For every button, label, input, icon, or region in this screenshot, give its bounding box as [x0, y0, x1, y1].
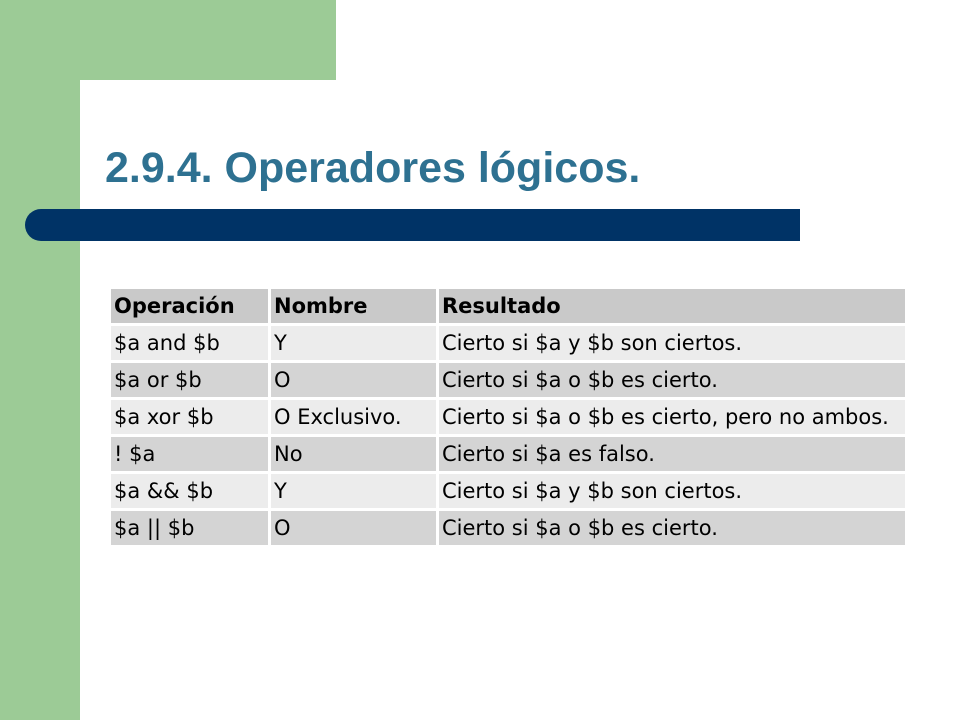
cell-name: O — [271, 511, 436, 545]
table-row — [111, 363, 905, 397]
table-row — [111, 326, 905, 360]
title-underline-bar — [25, 209, 800, 241]
cell-name: O Exclusivo. — [271, 400, 436, 434]
cell-result: Cierto si $a o $b es cierto. — [439, 511, 905, 545]
header-name: Nombre — [271, 289, 436, 323]
cell-name: O — [271, 363, 436, 397]
sidebar-band — [0, 0, 80, 720]
cell-result: Cierto si $a y $b son ciertos. — [439, 474, 905, 508]
cell-operation: $a xor $b — [111, 400, 268, 434]
cell-name: Y — [271, 326, 436, 360]
cell-result: Cierto si $a y $b son ciertos. — [439, 326, 905, 360]
cell-operation: $a or $b — [111, 363, 268, 397]
cell-result: Cierto si $a o $b es cierto. — [439, 363, 905, 397]
cell-result: Cierto si $a o $b es cierto, pero no ambos. — [439, 400, 905, 434]
cell-operation: ! $a — [111, 437, 268, 471]
cell-operation: $a && $b — [111, 474, 268, 508]
table-row — [111, 474, 905, 508]
cell-result: Cierto si $a es falso. — [439, 437, 905, 471]
cell-name: No — [271, 437, 436, 471]
cell-name: Y — [271, 474, 436, 508]
header-operation: Operación — [111, 289, 268, 323]
top-band — [0, 0, 336, 80]
operators-table — [108, 286, 908, 548]
table-row — [111, 511, 905, 545]
cell-operation: $a and $b — [111, 326, 268, 360]
table-row — [111, 400, 905, 434]
table-row — [111, 437, 905, 471]
cell-operation: $a || $b — [111, 511, 268, 545]
slide-title: 2.9.4. Operadores lógicos. — [105, 144, 641, 192]
table-header-row — [111, 289, 905, 323]
header-result: Resultado — [439, 289, 905, 323]
